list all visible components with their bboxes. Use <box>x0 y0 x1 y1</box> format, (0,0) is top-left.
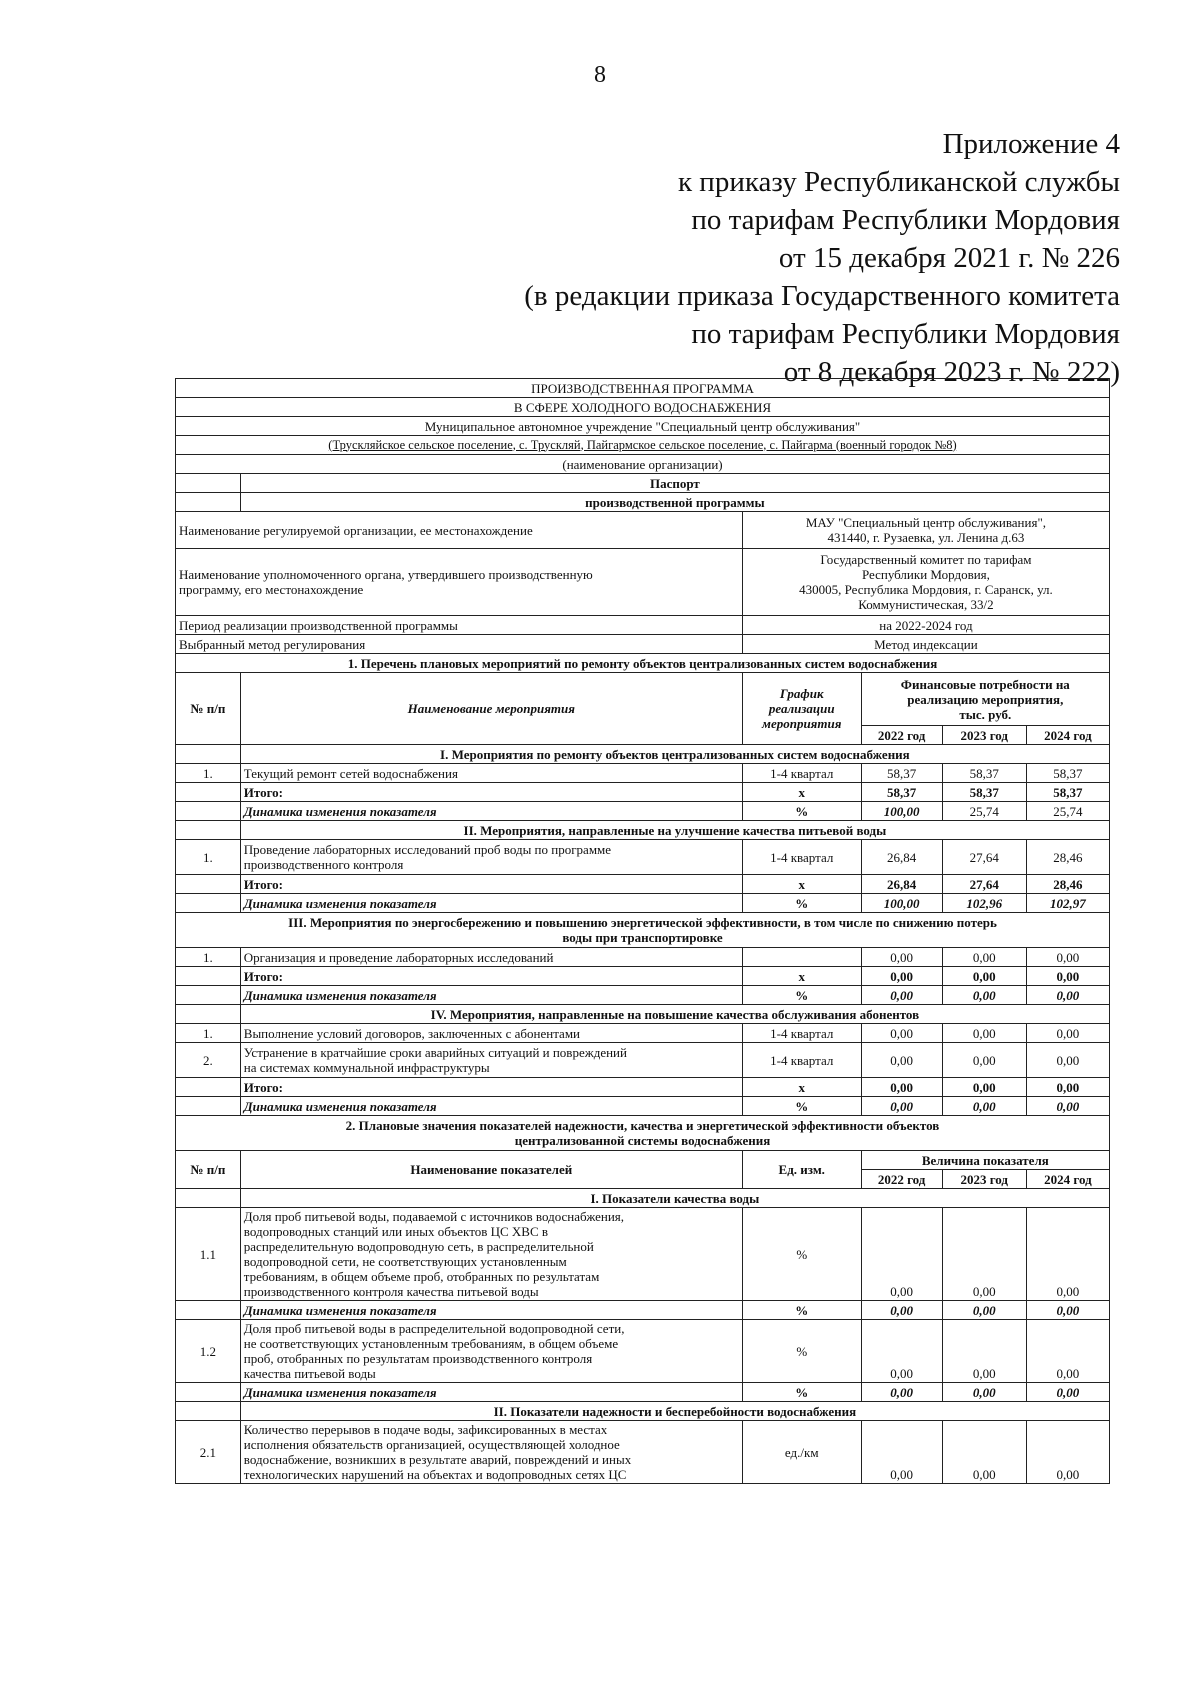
total-value: 0,00 <box>1026 967 1109 986</box>
dynamics-unit: % <box>742 802 861 821</box>
passport-authority-value-line: 430005, Республика Мордовия, г. Саранск, ул. <box>799 582 1053 597</box>
indicator-unit: ед./км <box>742 1421 861 1484</box>
total-value: 0,00 <box>861 1078 942 1097</box>
section2-title-line: централизованной системы водоснабжения <box>514 1133 771 1148</box>
value-cell: 0,00 <box>942 1043 1026 1078</box>
passport-method-value: Метод индексации <box>742 635 1109 654</box>
header-line: (в редакции приказа Государственного комитета <box>524 280 1120 312</box>
value-cell: 0,00 <box>861 1024 942 1043</box>
dynamics-label: Динамика изменения показателя <box>240 894 742 913</box>
passport-org-label: Наименование регулируемой организации, ее местонахождение <box>176 512 743 549</box>
group-title: II. Мероприятия, направленные на улучшение качества питьевой воды <box>240 821 1109 840</box>
dynamics-value: 100,00 <box>861 894 942 913</box>
dynamics-value: 0,00 <box>942 1301 1026 1320</box>
value-cell: 0,00 <box>942 1208 1026 1301</box>
passport-subtitle: производственной программы <box>240 493 1109 512</box>
row-number: 1. <box>176 1024 241 1043</box>
col-number-header: № п/п <box>176 1151 241 1189</box>
passport-authority-label <box>176 549 743 616</box>
passport-authority-value-line: Коммунистическая, 33/2 <box>858 597 994 612</box>
org-caption: (наименование организации) <box>176 455 1110 474</box>
col-finance-header-line: тыс. руб. <box>959 706 1012 722</box>
dynamics-value: 0,00 <box>1026 986 1109 1005</box>
value-cell: 0,00 <box>861 1043 942 1078</box>
row-number: 1.1 <box>176 1208 241 1301</box>
total-value: 0,00 <box>942 967 1026 986</box>
activity-schedule: 1-4 квартал <box>742 764 861 783</box>
dynamics-value: 0,00 <box>942 1383 1026 1402</box>
indicator-name-line: качества питьевой воды <box>243 1366 376 1381</box>
activity-name: Текущий ремонт сетей водоснабжения <box>240 764 742 783</box>
dynamics-value: 0,00 <box>861 1301 942 1320</box>
header-line: по тарифам Республики Мордовия <box>691 318 1120 350</box>
activity-schedule <box>742 948 861 967</box>
indicator-unit: % <box>742 1208 861 1301</box>
total-unit: х <box>742 783 861 802</box>
passport-title: Паспорт <box>240 474 1109 493</box>
year-header: 2022 год <box>861 726 942 745</box>
indicator-name-line: исполнения обязательств организацией, осуществляющей холодное <box>243 1437 620 1452</box>
activity-name <box>240 840 742 875</box>
program-subtitle: В СФЕРЕ ХОЛОДНОГО ВОДОСНАБЖЕНИЯ <box>176 398 1110 417</box>
activity-name-line: Устранение в кратчайшие сроки аварийных ситуаций и повреждений <box>243 1045 627 1060</box>
passport-period-label: Период реализации производственной программы <box>176 616 743 635</box>
group-title: II. Показатели надежности и бесперебойности водоснабжения <box>240 1402 1109 1421</box>
header-line: по тарифам Республики Мордовия <box>691 204 1120 236</box>
group-title-line: воды при транспортировке <box>562 930 723 945</box>
total-value: 0,00 <box>942 1078 1026 1097</box>
indicator-name-line: распределительную водопроводную сеть, в распределительной <box>243 1239 594 1254</box>
passport-authority-value-line: Государственный комитет по тарифам <box>820 552 1032 567</box>
value-cell: 27,64 <box>942 840 1026 875</box>
header-line: от 15 декабря 2021 г. № 226 <box>778 242 1120 274</box>
indicator-name <box>240 1421 742 1484</box>
dynamics-value: 0,00 <box>861 1097 942 1116</box>
dynamics-label: Динамика изменения показателя <box>240 1383 742 1402</box>
dynamics-value: 100,00 <box>861 802 942 821</box>
dynamics-value: 0,00 <box>861 986 942 1005</box>
passport-org-value <box>742 512 1109 549</box>
total-value: 0,00 <box>1026 1078 1109 1097</box>
dynamics-value: 102,96 <box>942 894 1026 913</box>
activity-name: Организация и проведение лабораторных исследований <box>240 948 742 967</box>
passport-authority-label-line: программу, его местонахождение <box>179 582 364 597</box>
org-location: (Трускляйское сельское поселение, с. Трускляй, Пайгармское сельское поселение, с. Пайгарма (военный городок №8) <box>176 436 1110 455</box>
dynamics-value: 25,74 <box>1026 802 1109 821</box>
indicator-name-line: водопроводных станций или иных объектов ЦС ХВС в <box>243 1224 549 1239</box>
section1-title: 1. Перечень плановых мероприятий по ремонту объектов централизованных систем водоснабжения <box>176 654 1110 673</box>
indicator-name-line: Количество перерывов в подаче воды, зафиксированных в местах <box>243 1422 608 1437</box>
indicator-name-line: Доля проб питьевой воды в распределительной водопроводной сети, <box>243 1321 625 1336</box>
value-cell: 0,00 <box>861 1208 942 1301</box>
group-title: I. Мероприятия по ремонту объектов централизованных систем водоснабжения <box>240 745 1109 764</box>
passport-authority-value-line: Республики Мордовия, <box>861 567 990 582</box>
header-line: к приказу Республиканской службы <box>677 166 1120 198</box>
indicator-name-line: проб, отобранных по результатам производственного контроля <box>243 1351 593 1366</box>
activity-name-line: на системах коммунальной инфраструктуры <box>243 1060 490 1075</box>
indicator-name-line: не соответствующих установленным требованиям, в общем объеме <box>243 1336 619 1351</box>
value-cell: 28,46 <box>1026 840 1109 875</box>
total-label: Итого: <box>240 1078 742 1097</box>
year-header: 2023 год <box>942 1170 1026 1189</box>
production-program-table <box>175 378 1110 1484</box>
org-name: Муниципальное автономное учреждение "Специальный центр обслуживания" <box>176 417 1110 436</box>
header-line: Приложение 4 <box>942 128 1120 160</box>
total-label: Итого: <box>240 783 742 802</box>
passport-org-value-line: 431440, г. Рузаевка, ул. Ленина д.63 <box>827 530 1025 545</box>
value-cell: 58,37 <box>942 764 1026 783</box>
dynamics-label: Динамика изменения показателя <box>240 986 742 1005</box>
col-schedule-header-line: реализации <box>768 701 835 716</box>
total-value: 0,00 <box>861 967 942 986</box>
value-cell: 26,84 <box>861 840 942 875</box>
dynamics-value: 0,00 <box>861 1383 942 1402</box>
dynamics-value: 0,00 <box>1026 1097 1109 1116</box>
activity-name-line: производственного контроля <box>243 857 404 872</box>
dynamics-label: Динамика изменения показателя <box>240 1301 742 1320</box>
value-cell: 0,00 <box>861 1421 942 1484</box>
value-cell: 0,00 <box>942 1320 1026 1383</box>
value-cell: 0,00 <box>1026 948 1109 967</box>
year-header: 2024 год <box>1026 1170 1109 1189</box>
value-cell: 0,00 <box>1026 1320 1109 1383</box>
activity-schedule: 1-4 квартал <box>742 840 861 875</box>
value-cell: 0,00 <box>1026 1043 1109 1078</box>
page-number: 8 <box>594 62 606 88</box>
program-title: ПРОИЗВОДСТВЕННАЯ ПРОГРАММА <box>176 379 1110 398</box>
year-header: 2022 год <box>861 1170 942 1189</box>
activity-schedule: 1-4 квартал <box>742 1043 861 1078</box>
dynamics-unit: % <box>742 1097 861 1116</box>
passport-authority-label-line: Наименование уполномоченного органа, утвердившего производственную <box>179 567 593 582</box>
total-value: 27,64 <box>942 875 1026 894</box>
total-value: 58,37 <box>861 783 942 802</box>
activity-name: Выполнение условий договоров, заключенных с абонентами <box>240 1024 742 1043</box>
passport-authority-value <box>742 549 1109 616</box>
total-unit: х <box>742 967 861 986</box>
value-cell: 0,00 <box>861 948 942 967</box>
activity-name <box>240 1043 742 1078</box>
indicator-name-line: требованиям, в общем объеме проб, отобранных по результатам <box>243 1269 600 1284</box>
value-cell: 0,00 <box>942 1024 1026 1043</box>
col-indicator-header: Наименование показателей <box>240 1151 742 1189</box>
value-cell: 0,00 <box>1026 1208 1109 1301</box>
activity-name-line: Проведение лабораторных исследований проб воды по программе <box>243 842 612 857</box>
dynamics-value: 0,00 <box>1026 1383 1109 1402</box>
total-label: Итого: <box>240 967 742 986</box>
dynamics-unit: % <box>742 894 861 913</box>
value-cell: 0,00 <box>861 1320 942 1383</box>
total-value: 58,37 <box>942 783 1026 802</box>
value-cell: 0,00 <box>1026 1024 1109 1043</box>
col-unit-header: Ед. изм. <box>742 1151 861 1189</box>
indicator-name-line: производственного контроля качества питьевой воды <box>243 1284 539 1299</box>
dynamics-unit: % <box>742 1301 861 1320</box>
passport-org-value-line: МАУ "Специальный центр обслуживания", <box>805 515 1047 530</box>
dynamics-value: 0,00 <box>942 1097 1026 1116</box>
row-number: 1. <box>176 764 241 783</box>
indicator-name <box>240 1208 742 1301</box>
total-unit: х <box>742 1078 861 1097</box>
indicator-name-line: технологических нарушений на объектах и водопроводных сетях ЦС <box>243 1467 627 1482</box>
year-header: 2024 год <box>1026 726 1109 745</box>
passport-period-value: на 2022-2024 год <box>742 616 1109 635</box>
total-value: 58,37 <box>1026 783 1109 802</box>
value-cell: 58,37 <box>861 764 942 783</box>
dynamics-value: 0,00 <box>942 986 1026 1005</box>
group-title: I. Показатели качества воды <box>240 1189 1109 1208</box>
indicator-name-line: Доля проб питьевой воды, подаваемой с источников водоснабжения, <box>243 1209 625 1224</box>
col-value-header: Величина показателя <box>861 1151 1109 1170</box>
value-cell: 0,00 <box>942 948 1026 967</box>
dynamics-unit: % <box>742 986 861 1005</box>
row-number: 1. <box>176 948 241 967</box>
value-cell: 0,00 <box>1026 1421 1109 1484</box>
passport-method-label: Выбранный метод регулирования <box>176 635 743 654</box>
value-cell: 58,37 <box>1026 764 1109 783</box>
dynamics-unit: % <box>742 1383 861 1402</box>
header-line: от 8 декабря 2023 г. № 222) <box>783 356 1120 388</box>
dynamics-value: 102,97 <box>1026 894 1109 913</box>
dynamics-label: Динамика изменения показателя <box>240 802 742 821</box>
year-header: 2023 год <box>942 726 1026 745</box>
indicator-name <box>240 1320 742 1383</box>
indicator-unit: % <box>742 1320 861 1383</box>
total-value: 28,46 <box>1026 875 1109 894</box>
col-schedule-header <box>742 673 861 745</box>
row-number: 2. <box>176 1043 241 1078</box>
col-finance-header <box>861 673 1109 726</box>
group-title-line: III. Мероприятия по энергосбережению и повышению энергетической эффективности, в том числе по снижению потерь <box>288 915 997 930</box>
group-title <box>176 913 1110 948</box>
row-number: 1. <box>176 840 241 875</box>
row-number: 1.2 <box>176 1320 241 1383</box>
activity-schedule: 1-4 квартал <box>742 1024 861 1043</box>
section2-title-line: 2. Плановые значения показателей надежности, качества и энергетической эффективности объектов <box>345 1118 940 1133</box>
col-finance-header-line: Финансовые потребности на <box>900 676 1070 692</box>
appendix-header <box>480 125 1120 391</box>
dynamics-label: Динамика изменения показателя <box>240 1097 742 1116</box>
col-schedule-header-line: мероприятия <box>762 716 842 731</box>
dynamics-value: 25,74 <box>942 802 1026 821</box>
section2-title <box>176 1116 1110 1151</box>
value-cell: 0,00 <box>942 1421 1026 1484</box>
col-finance-header-line: реализацию мероприятия, <box>907 691 1064 707</box>
indicator-name-line: водопроводной сети, не соответствующих установленным <box>243 1254 567 1269</box>
row-number: 2.1 <box>176 1421 241 1484</box>
indicator-name-line: водоснабжение, возникших в результате аварий, повреждений и иных <box>243 1452 632 1467</box>
dynamics-value: 0,00 <box>1026 1301 1109 1320</box>
total-value: 26,84 <box>861 875 942 894</box>
total-label: Итого: <box>240 875 742 894</box>
col-number-header: № п/п <box>176 673 241 745</box>
total-unit: х <box>742 875 861 894</box>
col-schedule-header-line: График <box>779 686 824 701</box>
col-activity-header: Наименование мероприятия <box>240 673 742 745</box>
group-title: IV. Мероприятия, направленные на повышение качества обслуживания абонентов <box>240 1005 1109 1024</box>
